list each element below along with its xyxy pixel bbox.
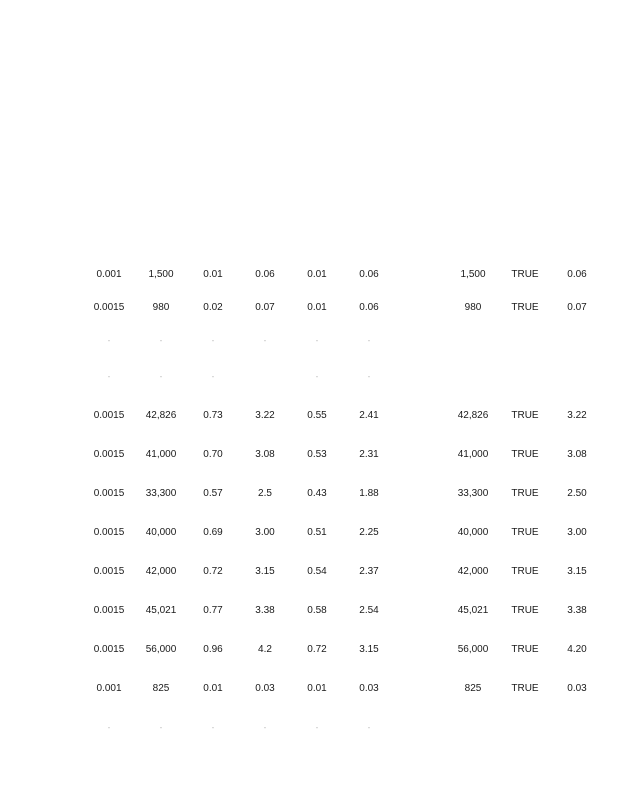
table-cell: 42,826	[145, 410, 177, 421]
table-cell: 45,021	[145, 605, 177, 616]
table-cell: TRUE	[511, 644, 539, 655]
table-cell	[444, 357, 502, 396]
table-cell: -	[211, 336, 215, 345]
table-row	[80, 324, 618, 357]
table-cell: 0.0015	[93, 527, 125, 538]
table-cell: -	[159, 336, 163, 345]
table-cell	[496, 357, 554, 396]
table-cell: 0.72	[307, 644, 327, 655]
table-cell: 825	[464, 683, 482, 694]
table-cell: 825	[152, 683, 170, 694]
table-cell: 0.57	[203, 488, 223, 499]
table-cell	[548, 324, 606, 357]
table-cell: 0.53	[307, 449, 327, 460]
table-cell: -	[107, 336, 111, 345]
table-cell	[548, 708, 606, 747]
table-cell: 0.0015	[93, 302, 125, 313]
table-cell: -	[367, 723, 371, 732]
table-cell: TRUE	[511, 269, 539, 280]
table-cell: 0.51	[307, 527, 327, 538]
table-cell: TRUE	[511, 410, 539, 421]
table-cell: 0.06	[255, 269, 275, 280]
table-cell: -	[315, 723, 319, 732]
table-cell: 0.07	[255, 302, 275, 313]
table-cell	[444, 324, 502, 357]
table-cell: 0.0015	[93, 566, 125, 577]
table-cell: 0.03	[567, 683, 587, 694]
table-cell: 0.06	[359, 302, 379, 313]
table-cell: 45,021	[457, 605, 489, 616]
table-cell: 1,500	[460, 269, 486, 280]
table-cell: 40,000	[457, 527, 489, 538]
table-row	[80, 591, 618, 630]
table-cell: 3.08	[567, 449, 587, 460]
table-cell	[548, 357, 606, 396]
table-cell: 40,000	[145, 527, 177, 538]
table-cell: 0.43	[307, 488, 327, 499]
table-cell	[496, 708, 554, 747]
table-cell: 3.22	[255, 410, 275, 421]
table-cell: 33,300	[457, 488, 489, 499]
table-row	[80, 435, 618, 474]
table-cell: -	[315, 336, 319, 345]
table-cell: 3.22	[567, 410, 587, 421]
table-cell: 0.06	[359, 269, 379, 280]
table-cell: 3.00	[255, 527, 275, 538]
table-cell: -	[159, 372, 163, 381]
data-table	[80, 258, 618, 747]
table-cell: 2.5	[258, 488, 272, 499]
table-cell: 2.41	[359, 410, 379, 421]
table-cell: 0.0015	[93, 644, 125, 655]
table-cell: TRUE	[511, 302, 539, 313]
table-cell: 41,000	[145, 449, 177, 460]
table-cell: 0.0015	[93, 449, 125, 460]
table-cell: 0.02	[203, 302, 223, 313]
table-cell: 0.001	[96, 683, 122, 694]
table-cell: 4.20	[567, 644, 587, 655]
table-row	[80, 708, 618, 747]
table-cell: 2.50	[567, 488, 587, 499]
table-cell: -	[211, 372, 215, 381]
table-row	[80, 258, 618, 291]
table-row	[80, 630, 618, 669]
table-cell: 56,000	[457, 644, 489, 655]
table-cell: 56,000	[145, 644, 177, 655]
table-cell: TRUE	[511, 449, 539, 460]
table-cell: -	[159, 723, 163, 732]
table-cell: 41,000	[457, 449, 489, 460]
table-cell: -	[315, 372, 319, 381]
table-cell: 42,000	[145, 566, 177, 577]
table-cell: 0.01	[307, 302, 327, 313]
table-cell: 3.38	[567, 605, 587, 616]
table-cell: -	[107, 372, 111, 381]
table-cell: -	[367, 372, 371, 381]
table-cell: -	[263, 336, 267, 345]
table-cell: 0.0015	[93, 488, 125, 499]
table-cell: 980	[464, 302, 482, 313]
table-cell: 3.15	[567, 566, 587, 577]
table-cell: 0.03	[359, 683, 379, 694]
table-cell: 3.15	[255, 566, 275, 577]
table-cell: 0.001	[96, 269, 122, 280]
table-cell: 4.2	[258, 644, 272, 655]
table-cell: 0.77	[203, 605, 223, 616]
table-cell: 0.58	[307, 605, 327, 616]
table-cell: 0.54	[307, 566, 327, 577]
table-cell: 0.73	[203, 410, 223, 421]
table-row	[80, 474, 618, 513]
table-row	[80, 291, 618, 324]
table-cell: TRUE	[511, 683, 539, 694]
table-cell: 3.00	[567, 527, 587, 538]
table-cell: TRUE	[511, 527, 539, 538]
table-cell: 2.25	[359, 527, 379, 538]
table-cell: 0.55	[307, 410, 327, 421]
table-row	[80, 669, 618, 708]
table-cell: TRUE	[511, 488, 539, 499]
table-cell: 0.72	[203, 566, 223, 577]
table-cell: -	[367, 336, 371, 345]
table-row	[80, 552, 618, 591]
table-cell: 0.01	[307, 683, 327, 694]
table-cell	[236, 357, 294, 396]
table-cell: 1,500	[148, 269, 174, 280]
table-cell: 2.54	[359, 605, 379, 616]
table-cell: -	[211, 723, 215, 732]
table-cell: 2.31	[359, 449, 379, 460]
table-cell: 980	[152, 302, 170, 313]
table-cell: 0.69	[203, 527, 223, 538]
table-cell: 0.01	[203, 269, 223, 280]
table-cell: 0.0015	[93, 410, 125, 421]
table-cell: 42,826	[457, 410, 489, 421]
table-cell: 0.06	[567, 269, 587, 280]
table-cell: 42,000	[457, 566, 489, 577]
table-cell: 0.01	[307, 269, 327, 280]
table-cell: 0.03	[255, 683, 275, 694]
table-cell: 0.01	[203, 683, 223, 694]
table-cell: 0.07	[567, 302, 587, 313]
table-cell	[496, 324, 554, 357]
table-cell: 3.08	[255, 449, 275, 460]
table-cell: 0.96	[203, 644, 223, 655]
table-cell: 1.88	[359, 488, 379, 499]
table-cell: 33,300	[145, 488, 177, 499]
table-cell: 0.0015	[93, 605, 125, 616]
table-cell: -	[107, 723, 111, 732]
table-row	[80, 396, 618, 435]
table-cell: TRUE	[511, 605, 539, 616]
table-cell: 0.70	[203, 449, 223, 460]
table-cell: -	[263, 723, 267, 732]
table-cell: 3.38	[255, 605, 275, 616]
table-row	[80, 357, 618, 396]
table-cell: 3.15	[359, 644, 379, 655]
table-row	[80, 513, 618, 552]
table-cell: 2.37	[359, 566, 379, 577]
table-cell	[444, 708, 502, 747]
table-cell: TRUE	[511, 566, 539, 577]
